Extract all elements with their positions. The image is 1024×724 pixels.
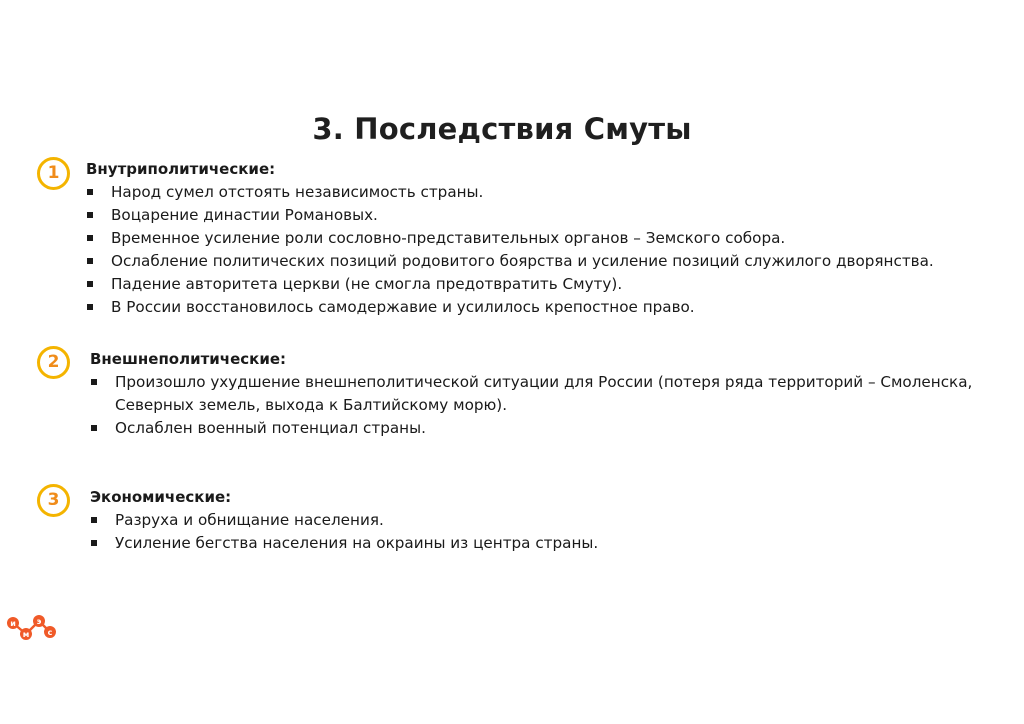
list-item [86, 227, 998, 250]
section-heading: Экономические: [90, 488, 232, 506]
section-number-badge: 3 [37, 484, 70, 517]
logo-letter: с [47, 627, 53, 637]
list-item-text: Произошло ухудшение внешнеполитической ситуации для России (потеря ряда территорий – Смоленска, Северных земель, выхода к Балтийскому морю). [115, 373, 973, 414]
list-item-text: Разруха и обнищание населения. [115, 511, 384, 529]
section-internal-politics [86, 158, 998, 319]
list-item-text: Ослаблен военный потенциал страны. [115, 419, 426, 437]
slide-title: 3. Последствия Смуты [312, 112, 692, 146]
logo-letter: и [10, 618, 16, 628]
list-item-text: Ослабление политических позиций родовитого боярства и усиление позиций служилого дворянства. [111, 252, 934, 270]
list-item-text: Воцарение династии Романовых. [111, 206, 378, 224]
list-item-text: Временное усиление роли сословно-представительных органов – Земского собора. [111, 229, 786, 247]
list-item [90, 417, 998, 440]
section-number-badge: 2 [37, 346, 70, 379]
section-foreign-politics [90, 348, 998, 440]
logo-letter: м [22, 629, 30, 639]
list-item [86, 181, 998, 204]
section-number-badge: 1 [37, 157, 70, 190]
list-item [86, 273, 998, 296]
bullet-list [86, 181, 998, 319]
logo-letter: э [36, 616, 42, 626]
list-item [90, 371, 998, 417]
list-item [86, 296, 998, 319]
list-item-text: Народ сумел отстоять независимость страны. [111, 183, 484, 201]
list-item-text: Падение авторитета церкви (не смогла предотвратить Смуту). [111, 275, 623, 293]
list-item-text: В России восстановилось самодержавие и усилилось крепостное право. [111, 298, 695, 316]
bullet-list [90, 371, 998, 440]
list-item [86, 204, 998, 227]
list-item [90, 532, 998, 555]
bullet-list [90, 509, 998, 555]
list-item-text: Усиление бегства населения на окраины из центра страны. [115, 534, 599, 552]
section-heading: Внутриполитические: [86, 160, 276, 178]
list-item [90, 509, 998, 532]
section-heading: Внешнеполитические: [90, 350, 287, 368]
section-economic [90, 486, 998, 555]
list-item [86, 250, 998, 273]
imes-logo [4, 608, 56, 648]
